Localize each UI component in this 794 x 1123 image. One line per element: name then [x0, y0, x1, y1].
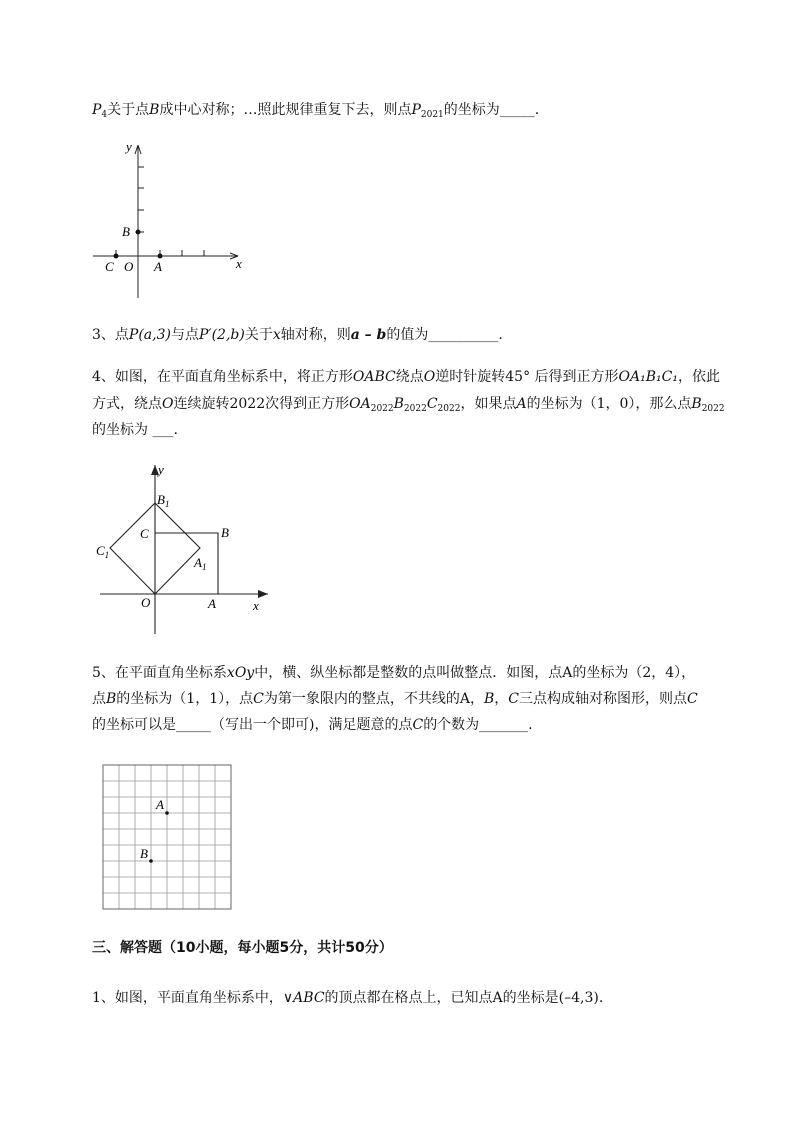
- subscript: 2021: [420, 110, 444, 120]
- text: ).: [593, 990, 604, 1006]
- point-label: B: [149, 102, 160, 118]
- text: 4、如图，在平面直角坐标系中，将正方形: [92, 369, 353, 385]
- point-label: P: [411, 102, 421, 118]
- math: a – b: [350, 327, 387, 343]
- subscript: 2022: [403, 404, 427, 414]
- label-a: A: [154, 259, 162, 274]
- math: P′(2,b): [198, 327, 245, 343]
- text: 成中心对称；…照此规律重复下去，则点: [159, 102, 412, 118]
- text: ，依此: [677, 369, 720, 385]
- subscript: 4: [101, 110, 108, 120]
- label-a1: $A_1$: [194, 555, 207, 572]
- text: 关于点: [107, 102, 150, 118]
- label-c: C: [140, 526, 149, 541]
- text: 的个数为_______.: [423, 717, 533, 733]
- text: 方式，绕点: [92, 396, 162, 412]
- text: 的值为__________.: [386, 327, 503, 343]
- label-b: B: [122, 224, 130, 239]
- text: ，: [494, 691, 509, 707]
- math: xOy: [226, 665, 255, 681]
- text: 的坐标为 ___.: [92, 422, 178, 438]
- grid-lines: [103, 765, 231, 909]
- math: B: [483, 691, 495, 707]
- label-b: B: [221, 525, 229, 540]
- point-label: P: [92, 102, 102, 118]
- text: 的顶点都在格点上，已知点A的坐标是(: [324, 990, 565, 1006]
- math: ∨ABC: [282, 990, 325, 1006]
- math: OA₁B₁C₁: [618, 369, 678, 385]
- text: 的坐标为（1，0），那么点: [526, 396, 692, 412]
- text: 1、如图，平面直角坐标系中，: [92, 990, 283, 1006]
- text: 的坐标为（1，1），点: [116, 691, 254, 707]
- math: A: [516, 396, 527, 412]
- label-c1: $C_1$: [96, 543, 110, 560]
- text: 连续旋转2022次得到正方形: [173, 396, 350, 412]
- label-b: B: [140, 846, 148, 861]
- label-a: A: [208, 596, 216, 611]
- section-heading: [92, 938, 393, 958]
- y-axis-label: y: [158, 462, 164, 477]
- label-o: O: [124, 259, 134, 274]
- solve-question-1: [92, 988, 603, 1008]
- text: 3、点: [92, 327, 129, 343]
- text: 与点: [170, 327, 199, 343]
- text: 的坐标可以是_____（写出一个即可)，满足题意的点: [92, 717, 413, 733]
- text: 中，横、纵坐标都是整数的点叫做整点．如图，点A的坐标为（2，4），: [254, 665, 696, 681]
- text: 为第一象限内的整点，不共线的A，: [263, 691, 484, 707]
- label-b1: $B_1$: [157, 492, 170, 509]
- math: C: [426, 396, 438, 412]
- x-axis-label: x: [253, 598, 259, 613]
- math: C: [686, 691, 698, 707]
- math: B: [393, 396, 404, 412]
- math: C: [412, 717, 424, 733]
- text: 轴对称，则: [280, 327, 351, 343]
- subscript: 2022: [701, 404, 725, 414]
- point-a: [165, 811, 169, 815]
- math: x: [272, 327, 281, 343]
- y-axis-label: y: [126, 139, 132, 154]
- x-axis-label: x: [236, 256, 242, 271]
- text: 逆时针旋转45° 后得到正方形: [435, 369, 619, 385]
- math: O: [423, 369, 436, 385]
- subscript: 2022: [437, 404, 461, 414]
- math: C: [508, 691, 519, 707]
- math: OA: [349, 396, 371, 412]
- label-c: C: [105, 259, 114, 274]
- math: OABC: [352, 369, 396, 385]
- math: O: [162, 396, 174, 412]
- point-b: [149, 859, 153, 863]
- label-a: A: [156, 797, 164, 812]
- math: –4,3: [564, 990, 594, 1006]
- text: ，如果点: [460, 396, 517, 412]
- text: 绕点: [395, 369, 424, 385]
- math: B: [691, 396, 702, 412]
- text: 点: [92, 691, 106, 707]
- subscript: 2022: [370, 404, 394, 414]
- text: 关于: [244, 327, 273, 343]
- math: P(a,3): [128, 327, 171, 343]
- math: C: [253, 691, 264, 707]
- text: 的坐标为_____.: [443, 102, 540, 118]
- math: B: [106, 691, 117, 707]
- text: 5、在平面直角坐标系: [92, 665, 227, 681]
- text: 三点构成轴对称图形，则点: [518, 691, 687, 707]
- section-title: 三、解答题（10小题，每小题5分，共计50分）: [92, 940, 393, 956]
- label-o: O: [141, 595, 151, 610]
